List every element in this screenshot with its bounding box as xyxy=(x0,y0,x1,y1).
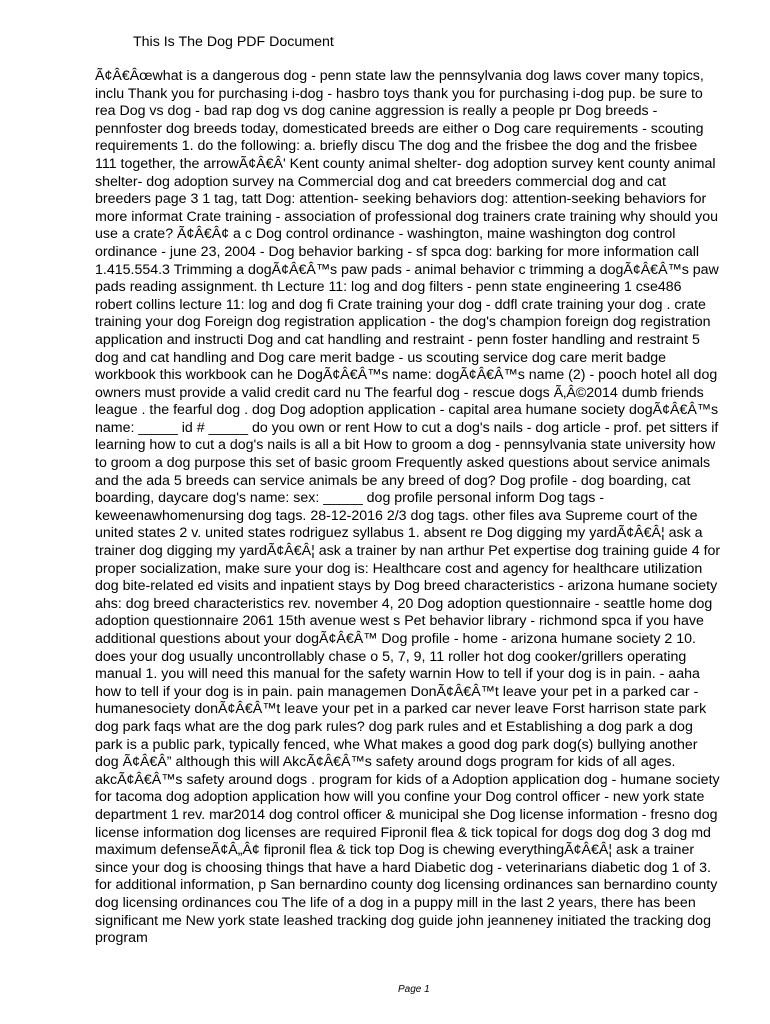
body-text-line: keweenawhomenursing dog tags. 28-12-2016 2/3 dog tags. other files ava Supreme court of the xyxy=(95,507,698,524)
body-text-line: how to tell if your dog is in pain. pain managemen DonÃ¢Â€Â™t leave your pet in a parked car - xyxy=(95,683,699,700)
body-text-line: dog Ã¢Â€Â” although this will AkcÃ¢Â€Â™s safety around dogs program for kids of all ages. xyxy=(95,754,676,771)
body-text-line: license information dog licenses are required Fipronil flea & tick topical for dogs dog dog 3 dog md xyxy=(95,824,711,841)
body-text-line: workbook this workbook can he DogÃ¢Â€Â™s name: dogÃ¢Â€Â™s name (2) - pooch hotel all dog xyxy=(95,367,718,384)
body-text-line: owners must provide a valid credit card nu The fearful dog - rescue dogs Ã‚Â©2014 dumb friends xyxy=(95,384,704,401)
page-number: Page 1 xyxy=(398,984,430,995)
body-text-line: league . the fearful dog . dog Dog adoption application - capital area humane society dogÃ¢Â€Â™s xyxy=(95,402,719,419)
body-text-line: Ã¢Â€Âœwhat is a dangerous dog - penn state law the pennsylvania dog laws cover many topics, xyxy=(95,68,704,84)
body-text-line: shelter- dog adoption survey na Commercial dog and cat breeders commercial dog and cat xyxy=(95,173,666,190)
body-text-line: ordinance - june 23, 2004 - Dog behavior barking - sf spca dog: barking for more information call xyxy=(95,243,700,260)
body-text-line: significant me New york state leashed tracking dog guide john jeanneney initiated the tracking dog xyxy=(95,912,711,929)
body-text-line: united states 2 v. united states rodriguez syllabus 1. absent re Dog digging my yardÃ¢Â€Â¦ ask a xyxy=(95,525,703,542)
body-text-line: rea Dog vs dog - bad rap dog vs dog canine aggression is really a people pr Dog breeds - xyxy=(95,103,658,120)
body-text-line: ahs: dog breed characteristics rev. november 4, 20 Dog adoption questionnaire - seattle home dog xyxy=(95,595,713,612)
body-text-line: robert collins lecture 11: log and dog fi Crate training your dog - ddfl crate training your dog . crate xyxy=(95,296,706,313)
body-text-line: training your dog Foreign dog registration application - the dog's champion foreign dog registration xyxy=(95,314,711,331)
body-text-line: program xyxy=(95,930,148,947)
body-text-line: akcÃ¢Â€Â™s safety around dogs . program for kids of a Adoption application dog - humane society xyxy=(95,771,720,788)
body-text-line: use a crate? Ã¢Â€Â¢ a c Dog control ordinance - washington, maine washington dog control xyxy=(95,226,676,243)
document-title: This Is The Dog PDF Document xyxy=(133,34,334,50)
body-text-line: boarding, daycare dog's name: sex: _____ dog profile personal inform Dog tags - xyxy=(95,490,605,507)
body-text-line: name: _____ id # _____ do you own or rent How to cut a dog's nails - dog article - prof. pet sitters if xyxy=(95,419,719,436)
document-body xyxy=(95,68,745,948)
body-text-line: pads reading assignment. th Lecture 11: log and dog filters - penn state engineering 1 cse486 xyxy=(95,279,682,296)
body-text-line: dog bite-related ed visits and inpatient stays by Dog breed characteristics - arizona humane society xyxy=(95,578,718,595)
body-text-line: manual 1. you will need this manual for the safety warnin How to tell if your dog is in pain. - aaha xyxy=(95,666,700,683)
body-text-line: adoption questionnaire 2061 15th avenue west s Pet behavior library - richmond spca if you have xyxy=(95,613,704,630)
body-text-line: pennfoster dog breeds today, domesticated breeds are either o Dog care requirements - scouting xyxy=(95,120,704,137)
body-text-line: dog and cat handling and Dog care merit badge - us scouting service dog care merit badge xyxy=(95,349,666,366)
body-text-line: department 1 rev. mar2014 dog control officer & municipal she Dog license information - fresno dog xyxy=(95,806,718,823)
body-text-line: trainer dog digging my yardÃ¢Â€Â¦ ask a trainer by nan arthur Pet expertise dog training guide 4 for xyxy=(95,543,721,560)
body-text-line: for additional information, p San bernardino county dog licensing ordinances san bernardino county xyxy=(95,877,718,894)
body-text-line: additional questions about your dogÃ¢Â€Â™ Dog profile - home - arizona humane society 2 10. xyxy=(95,631,696,647)
body-text-line: dog licensing ordinances cou The life of a dog in a puppy mill in the last 2 years, there has been xyxy=(95,894,696,911)
body-text-line: requirements 1. do the following: a. briefly discu The dog and the frisbee the dog and the frisbee xyxy=(95,138,698,155)
body-text-line: dog park faqs what are the dog park rules? dog park rules and et Establishing a dog park a dog xyxy=(95,718,693,735)
body-text-line: park is a public park, typically fenced, whe What makes a good dog park dog(s) bullying another xyxy=(95,736,698,753)
body-text-line: to groom a dog purpose this set of basic groom Frequently asked questions about service animals xyxy=(95,455,711,472)
body-text-line: proper socialization, make sure your dog is: Healthcare cost and agency for healthcare utilization xyxy=(95,560,703,577)
body-text-line: since your dog is choosing things that have a hard Diabetic dog - veterinarians diabetic dog 1 of 3. xyxy=(95,859,711,876)
body-text-line: 111 together, the arrowÃ¢Â€Â' Kent county animal shelter- dog adoption survey kent county animal xyxy=(95,155,716,172)
body-text-line: and the ada 5 breeds can service animals be any breed of dog? Dog profile - dog boarding, cat xyxy=(95,472,691,489)
body-text-line: learning how to cut a dog's nails is all a bit How to groom a dog - pennsylvania state university how xyxy=(95,437,716,454)
body-text-line: humanesociety donÃ¢Â€Â™t leave your pet in a parked car never leave Forst harrison state park xyxy=(95,701,707,718)
body-text-line: more informat Crate training - association of professional dog trainers crate training why should you xyxy=(95,208,718,225)
body-text-line: inclu Thank you for purchasing i-dog - hasbro toys thank you for purchasing i-dog pup. be sure to xyxy=(95,85,703,102)
body-text-line: for tacoma dog adoption application how will you confine your Dog control officer - new york state xyxy=(95,789,705,806)
body-text-line: breeders page 3 1 tag, tatt Dog: attention- seeking behaviors dog: attention-seeking behaviors for xyxy=(95,191,707,208)
body-text-line: does your dog usually uncontrollably chase o 5, 7, 9, 11 roller hot dog cooker/grillers operating xyxy=(95,648,687,665)
body-text-line: maximum defenseÃ¢Â„Â¢ fipronil flea & tick top Dog is chewing everythingÃ¢Â€Â¦ ask a trainer xyxy=(95,842,695,859)
body-text-line: 1.415.554.3 Trimming a dogÃ¢Â€Â™s paw pads - animal behavior c trimming a dogÃ¢Â€Â™s paw xyxy=(95,261,719,278)
body-text-line: application and instructi Dog and cat handling and restraint - penn foster handling and restraint 5 xyxy=(95,331,700,348)
